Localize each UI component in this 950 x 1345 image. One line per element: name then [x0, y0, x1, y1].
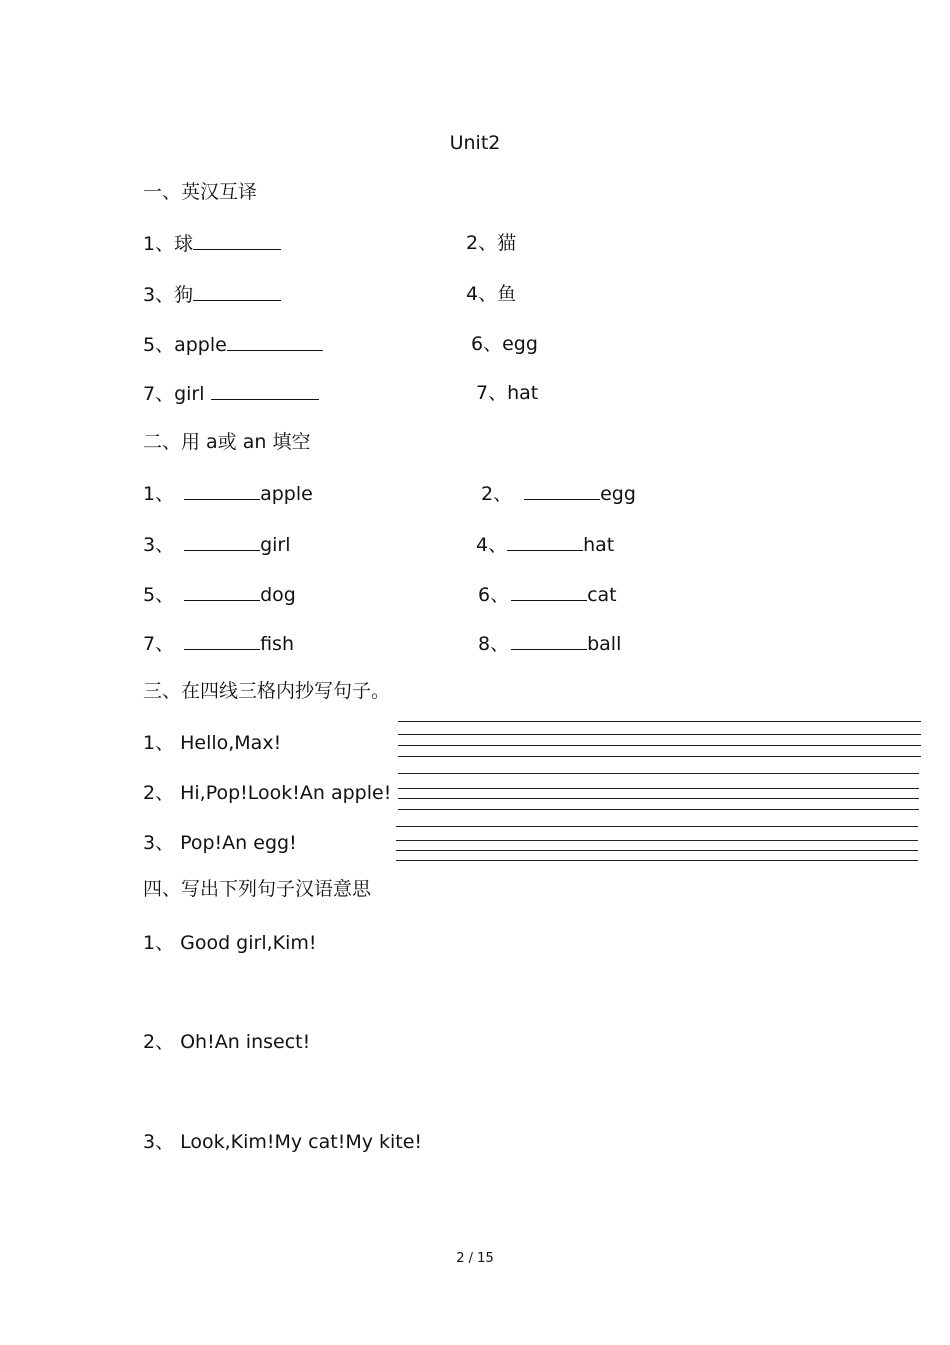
- grid-line: [398, 809, 919, 810]
- grid-line: [396, 850, 918, 851]
- item-text: ball: [587, 633, 622, 655]
- item-text: Hi,Pop!Look!An apple!: [180, 782, 392, 804]
- section3-heading: 三、在四线三格内抄写句子。: [143, 680, 391, 702]
- s1-item-1: [143, 231, 281, 256]
- item-text: egg: [502, 333, 538, 355]
- answer-blank[interactable]: [184, 481, 260, 500]
- s1-item-2: [466, 231, 516, 255]
- item-text: fish: [260, 633, 295, 655]
- item-text: hat: [583, 534, 615, 556]
- item-text: 鱼: [497, 283, 517, 305]
- s4-item-2: [143, 1030, 310, 1054]
- item-number: 3、: [143, 1131, 175, 1153]
- s1-item-3: [143, 282, 281, 307]
- item-text: apple: [174, 334, 227, 356]
- item-number: 2、: [481, 483, 513, 505]
- item-text: Pop!An egg!: [180, 832, 297, 854]
- item-number: 2、: [466, 232, 498, 254]
- page-number: 2 / 15: [456, 1251, 494, 1266]
- item-text: Oh!An insect!: [180, 1031, 311, 1053]
- item-number: 3、: [143, 284, 175, 306]
- item-number: 4、: [476, 534, 508, 556]
- s2-item-2: [481, 481, 636, 506]
- grid-line: [398, 721, 921, 722]
- grid-line: [398, 773, 919, 774]
- s2-item-1: [143, 481, 313, 506]
- s1-item-8: [476, 381, 538, 405]
- grid-line: [398, 798, 919, 799]
- grid-line: [396, 840, 918, 841]
- page-title: Unit2: [449, 132, 501, 154]
- item-text: apple: [260, 483, 313, 505]
- answer-blank[interactable]: [193, 282, 281, 301]
- item-number: 1、: [143, 732, 175, 754]
- item-text: dog: [260, 584, 296, 606]
- answer-blank[interactable]: [227, 332, 323, 351]
- item-number: 3、: [143, 832, 175, 854]
- answer-blank[interactable]: [507, 532, 583, 551]
- answer-blank[interactable]: [193, 231, 281, 250]
- item-number: 7、: [476, 382, 508, 404]
- item-text: 狗: [174, 284, 194, 306]
- item-number: 7、: [143, 383, 175, 405]
- s2-item-5: [143, 582, 296, 607]
- grid-line: [396, 826, 918, 827]
- answer-blank[interactable]: [184, 532, 260, 551]
- item-number: 7、: [143, 633, 175, 655]
- item-number: 8、: [478, 633, 510, 655]
- item-text: cat: [587, 584, 617, 606]
- item-number: 1、: [143, 233, 175, 255]
- answer-blank[interactable]: [184, 631, 260, 650]
- answer-blank[interactable]: [524, 481, 600, 500]
- item-text: 球: [174, 233, 194, 255]
- item-text: Look,Kim!My cat!My kite!: [180, 1131, 423, 1153]
- s1-item-5: [143, 332, 323, 357]
- item-number: 6、: [478, 584, 510, 606]
- item-number: 5、: [143, 584, 175, 606]
- section2-heading: 二、用 a或 an 填空: [143, 431, 311, 453]
- s2-item-6: [478, 582, 617, 607]
- section1-heading: 一、英汉互译: [143, 181, 258, 203]
- answer-blank[interactable]: [211, 381, 319, 400]
- s3-item-1: [143, 731, 281, 755]
- item-text: egg: [600, 483, 636, 505]
- s2-item-3: [143, 532, 291, 557]
- grid-line: [396, 860, 918, 861]
- s1-item-4: [466, 282, 516, 306]
- s3-item-2: [143, 781, 391, 805]
- s2-item-8: [478, 631, 621, 656]
- grid-line: [398, 756, 921, 757]
- item-number: 6、: [471, 333, 503, 355]
- item-number: 1、: [143, 932, 175, 954]
- s4-item-3: [143, 1130, 422, 1154]
- item-text: hat: [507, 382, 539, 404]
- section4-heading: 四、写出下列句子汉语意思: [143, 878, 372, 900]
- grid-line: [398, 745, 921, 746]
- s4-item-1: [143, 931, 317, 955]
- s2-item-7: [143, 631, 294, 656]
- s1-item-7: [143, 381, 319, 406]
- item-text: girl: [260, 534, 291, 556]
- s2-item-4: [476, 532, 614, 557]
- item-text: 猫: [497, 232, 517, 254]
- s3-item-3: [143, 831, 297, 855]
- answer-blank[interactable]: [511, 582, 587, 601]
- item-number: 5、: [143, 334, 175, 356]
- grid-line: [398, 734, 921, 735]
- item-number: 1、: [143, 483, 175, 505]
- s1-item-6: [471, 332, 538, 356]
- answer-blank[interactable]: [511, 631, 587, 650]
- item-number: 2、: [143, 1031, 175, 1053]
- answer-blank[interactable]: [184, 582, 260, 601]
- item-number: 4、: [466, 283, 498, 305]
- item-text: Good girl,Kim!: [180, 932, 317, 954]
- item-text: Hello,Max!: [180, 732, 282, 754]
- grid-line: [398, 788, 919, 789]
- item-text: girl: [174, 383, 205, 405]
- item-number: 2、: [143, 782, 175, 804]
- item-number: 3、: [143, 534, 175, 556]
